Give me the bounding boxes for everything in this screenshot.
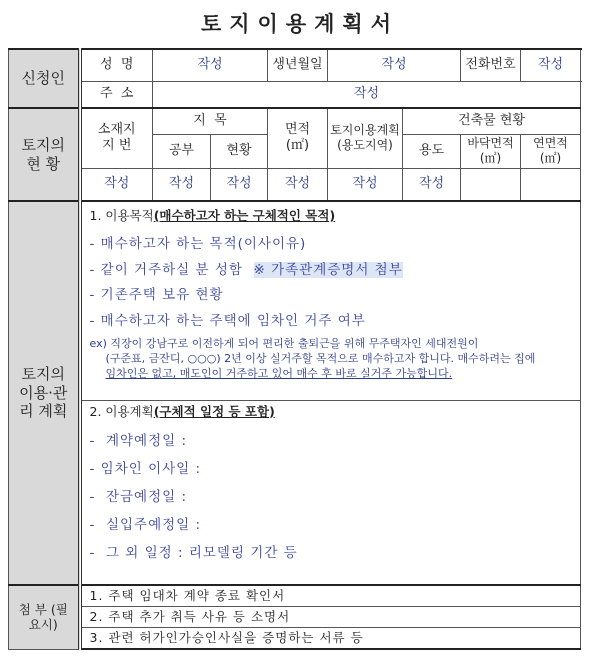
address-field[interactable]: 작성 [153, 81, 581, 108]
land-plan-label: 토지이용계획 (용도지역) [328, 108, 403, 168]
phone-label: 전화번호 [461, 49, 521, 81]
category-official-field[interactable]: 작성 [153, 168, 211, 201]
birth-label: 생년월일 [268, 49, 328, 81]
plan-heading-underlined: (구체적 일정 등 포함) [153, 403, 275, 419]
phone-field[interactable]: 작성 [521, 49, 581, 81]
purpose-item: - 같이 거주하실 분 성함 [89, 261, 243, 278]
land-use-plan-form [8, 48, 581, 650]
plan-section[interactable] [80, 400, 581, 585]
purpose-heading: 1. 이용목적 [89, 208, 154, 223]
total-area-field[interactable] [521, 168, 581, 201]
applicant-header: 신청인 [9, 49, 80, 108]
example-line: (구준표, 금잔디, ○○○) 2년 이상 실거주할 목적으로 매수하고자 합니다. 매수하려는 집에 [105, 352, 536, 366]
plan-item: - 그 외 일정 : 리모델링 기간 등 [89, 544, 298, 561]
use-label: 용도 [403, 134, 461, 168]
usage-plan-header: 토지의 이용·관리 계획 [9, 201, 80, 585]
attachments-header: 첨 부 (필요시) [9, 585, 80, 649]
plan-heading: 2. 이용계획 [89, 403, 154, 419]
purpose-item: - 매수하고자 하는 주택에 임차인 거주 여부 [89, 313, 366, 330]
location-field[interactable]: 작성 [80, 168, 153, 201]
address-label: 주 소 [80, 81, 153, 108]
land-plan-field[interactable]: 작성 [328, 168, 403, 201]
name-label: 성 명 [80, 49, 153, 81]
purpose-item: - 매수하고자 하는 목적(이사이유) [89, 235, 307, 252]
category-actual-label: 현황 [211, 134, 268, 168]
example-line: 임차인은 없고, 매도인이 거주하고 있어 매수 후 바로 실거주 가능합니다. [105, 367, 453, 381]
land-status-header: 토지의 현 황 [9, 108, 80, 201]
floor-area-field[interactable] [461, 168, 521, 201]
floor-area-label: 바닥면적 (㎡) [461, 134, 521, 168]
plan-item: - 잔금예정일 : [89, 488, 187, 505]
plan-item: - 임차인 이사일 : [89, 461, 202, 477]
name-field[interactable]: 작성 [153, 49, 268, 81]
purpose-heading-underlined: (매수하고자 하는 구체적인 목적) [153, 208, 336, 223]
attachment-item: 1. 주택 임대차 계약 종료 확인서 [80, 585, 581, 607]
total-area-label: 연면적 (㎡) [521, 134, 581, 168]
category-official-label: 공부 [153, 134, 211, 168]
area-field[interactable]: 작성 [268, 168, 328, 201]
building-status-label: 건축물 현황 [403, 108, 581, 134]
location-label: 소재지 지 번 [80, 108, 153, 168]
purpose-note: ※ 가족관계증명서 첨부 [253, 261, 403, 278]
page-title: 토지이용계획서 [200, 12, 399, 36]
purpose-item: - 기존주택 보유 현황 [89, 287, 224, 304]
attachment-item: 3. 관련 허가인가승인사실을 증명하는 서류 등 [80, 628, 581, 650]
purpose-section[interactable] [80, 201, 581, 400]
plan-item: - 계약예정일 : [89, 433, 187, 450]
category-label: 지 목 [153, 108, 268, 134]
area-label: 면적 (㎡) [268, 108, 328, 168]
attachment-item: 2. 주택 추가 취득 사유 등 소명서 [80, 607, 581, 628]
example-line: ex) 직장이 강남구로 이전하게 되어 편리한 출퇴근을 위해 무주택자인 세대전원이 [89, 337, 479, 351]
category-actual-field[interactable]: 작성 [211, 168, 268, 201]
plan-item: - 실입주예정일 : [89, 516, 202, 533]
birth-field[interactable]: 작성 [328, 49, 461, 81]
use-field[interactable]: 작성 [403, 168, 461, 201]
